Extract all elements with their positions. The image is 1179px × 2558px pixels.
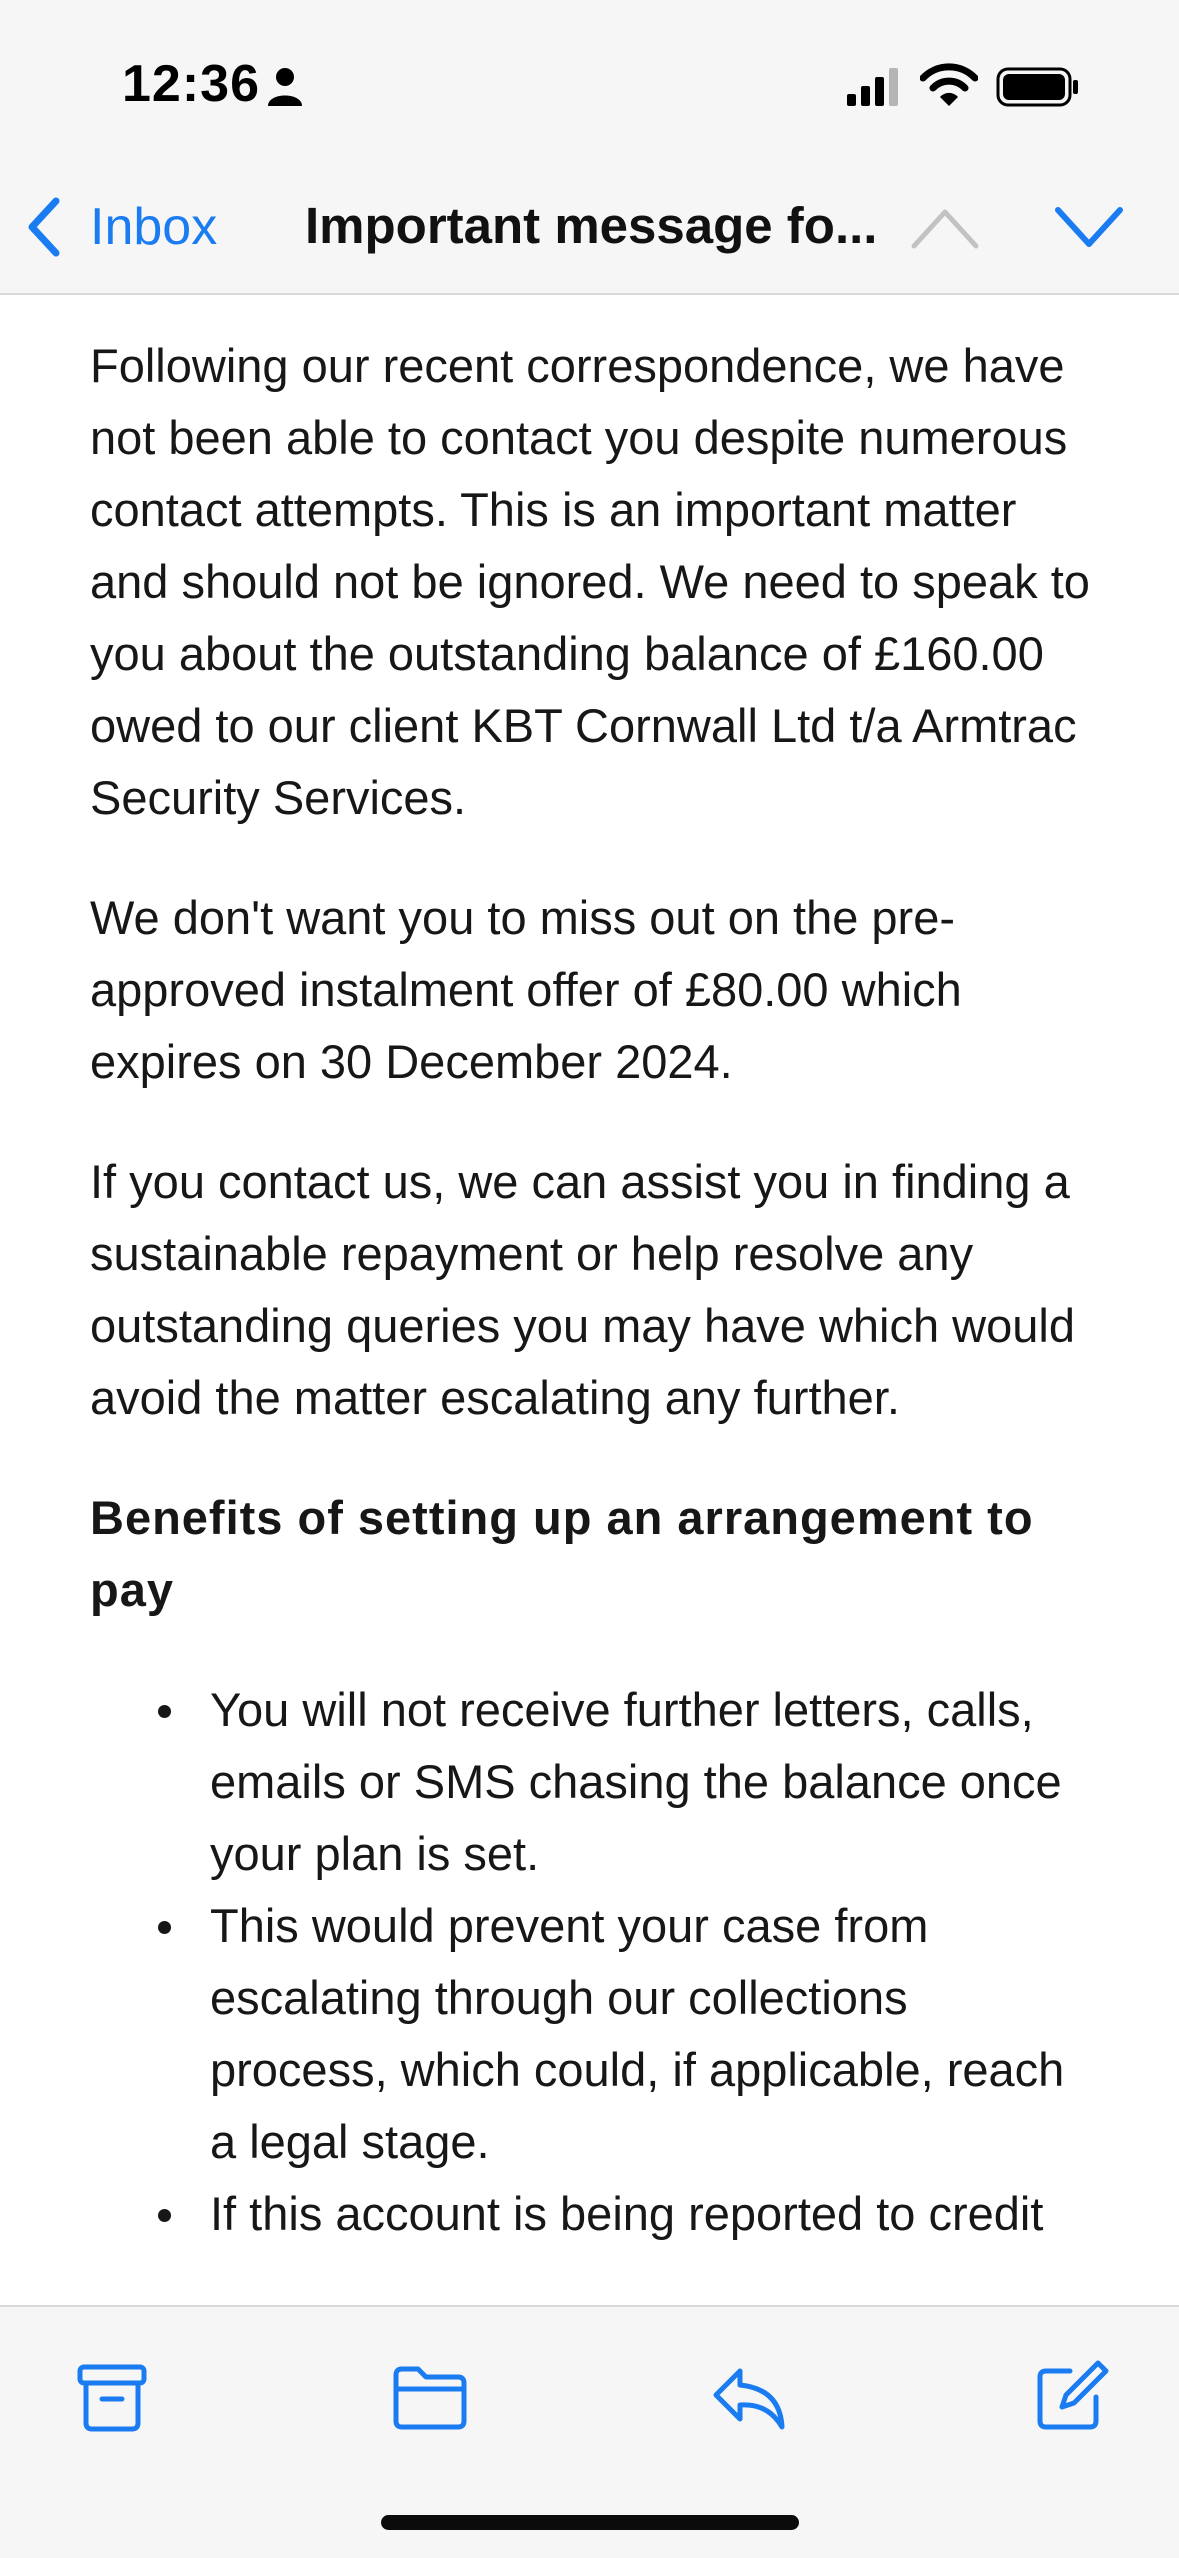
battery-icon: [996, 66, 1080, 108]
reply-icon[interactable]: [710, 2357, 790, 2437]
body-paragraph-1: Following our recent correspondence, we have not been able to contact you despite numerous contact attempts. This is an important matter and should not be ignored. We need to speak to you about the outstanding balance of £160.00 owed to our client KBT Cornwall Ltd t/a Armtrac Security Services.: [90, 339, 1090, 824]
cellular-signal-icon: [845, 66, 901, 108]
navigation-bar: [0, 170, 1179, 293]
email-body: [90, 330, 1090, 2305]
back-label: Inbox: [90, 198, 218, 256]
back-to-inbox-button[interactable]: [24, 192, 217, 262]
status-bar: [0, 0, 1179, 170]
person-icon: [266, 66, 304, 108]
status-time: 12:36: [122, 55, 260, 113]
next-message-chevron-down-icon[interactable]: [1054, 206, 1124, 250]
benefit-item-3: If this account is being reported to credit: [210, 2178, 1090, 2250]
home-indicator[interactable]: [381, 2515, 799, 2530]
body-paragraph-3: If you contact us, we can assist you in finding a sustainable repayment or help resolve any outstanding queries you may have which would avoid the matter escalating any further.: [90, 1155, 1075, 1424]
previous-message-chevron-up-icon: [910, 206, 980, 250]
body-paragraph-2: We don't want you to miss out on the pre-approved instalment offer of £80.00 which expires on 30 December 2024.: [90, 891, 962, 1088]
benefits-list: [90, 1674, 1090, 2250]
top-chrome: [0, 0, 1179, 295]
benefit-item-1: You will not receive further letters, calls, emails or SMS chasing the balance once your plan is set.: [210, 1674, 1090, 1890]
compose-icon[interactable]: [1030, 2357, 1110, 2437]
chevron-left-icon: [24, 197, 64, 257]
folder-icon[interactable]: [390, 2357, 470, 2437]
email-subject-title: Important message fo...: [305, 197, 878, 254]
benefits-heading: Benefits of setting up an arrangement to pay: [90, 1491, 1034, 1616]
archive-icon[interactable]: [72, 2357, 152, 2437]
wifi-icon: [920, 62, 978, 108]
benefit-item-2: This would prevent your case from escalating through our collections process, which could, if applicable, reach a legal stage.: [210, 1890, 1090, 2178]
